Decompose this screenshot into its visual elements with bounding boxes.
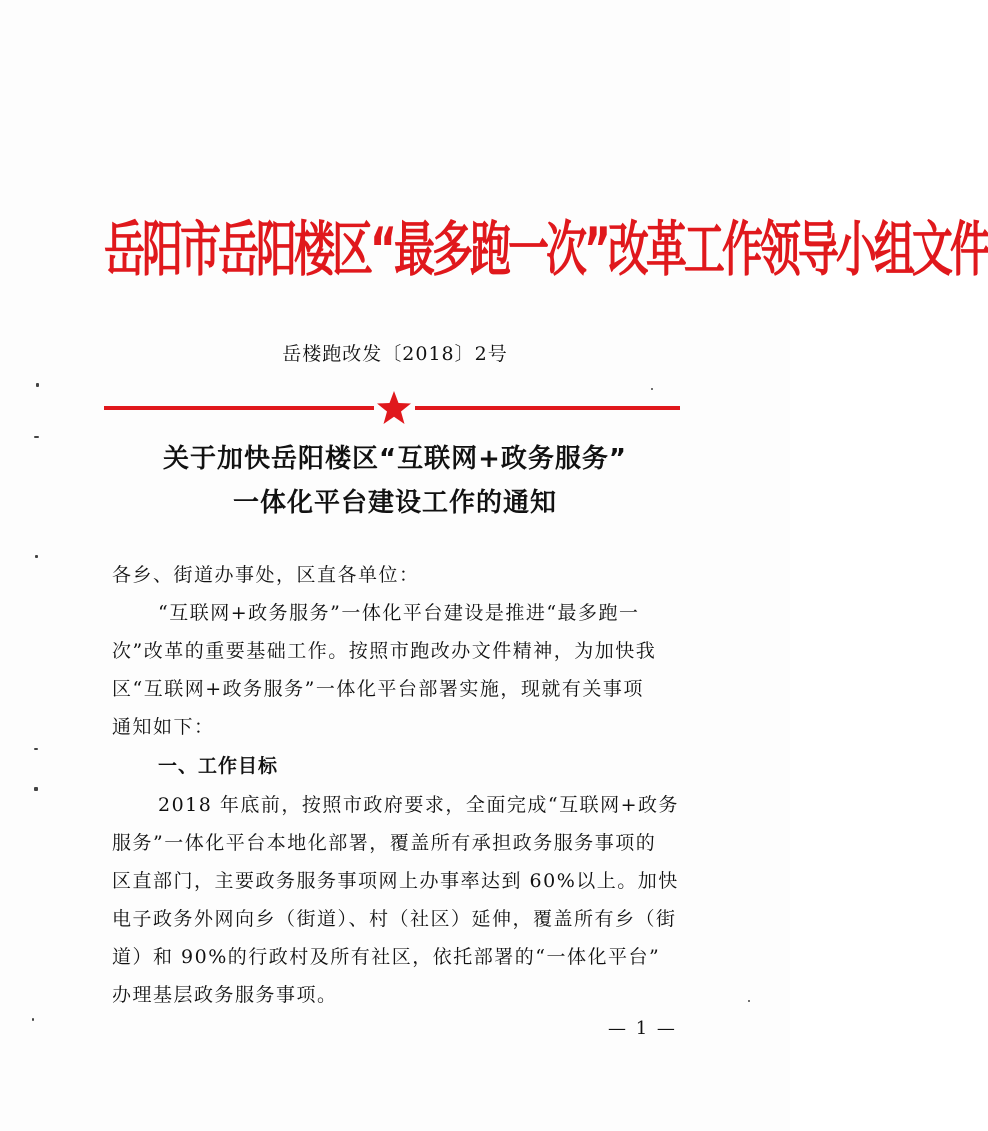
section-line: 电子政务外网向乡（街道）、村（社区）延伸，覆盖所有乡（街 — [112, 908, 677, 930]
notice-title-line-2: 一体化平台建设工作的通知 — [232, 488, 557, 518]
salutation: 各乡、街道办事处，区直各单位： — [112, 564, 420, 586]
section-heading-work-goals: 一、工作目标 — [158, 755, 279, 777]
issuer-title: 岳阳市岳阳楼区“最多跑一次”改革工作领导小组文件 — [104, 214, 988, 285]
red-divider-left — [104, 406, 374, 410]
intro-line: 通知如下： — [112, 716, 215, 738]
scan-speck — [748, 1000, 750, 1002]
red-star-icon — [375, 390, 413, 426]
section-line: 区直部门，主要政务服务事项网上办事率达到 60%以上。加快 — [112, 870, 679, 892]
intro-line: 区“互联网+政务服务”一体化平台部署实施，现就有关事项 — [112, 678, 644, 700]
intro-line: “互联网+政务服务”一体化平台建设是推进“最多跑一 — [158, 602, 640, 624]
scan-speck — [34, 436, 39, 438]
section-line: 服务”一体化平台本地化部署，覆盖所有承担政务服务事项的 — [112, 832, 657, 854]
page-number: — 1 — — [608, 1018, 677, 1039]
section-line: 2018 年底前，按照市政府要求，全面完成“互联网+政务 — [158, 794, 680, 816]
section-line: 道）和 90%的行政村及所有社区，依托部署的“一体化平台” — [112, 946, 661, 968]
section-line: 办理基层政务服务事项。 — [112, 984, 338, 1006]
scan-speck — [34, 748, 38, 750]
notice-title-line-1: 关于加快岳阳楼区“互联网+政务服务” — [163, 444, 627, 474]
scan-speck — [34, 787, 38, 791]
scan-speck — [651, 388, 653, 390]
red-divider-right — [415, 406, 680, 410]
scan-speck — [36, 383, 39, 387]
intro-line: 次”改革的重要基础工作。按照市跑改办文件精神，为加快我 — [112, 640, 657, 662]
scan-speck — [32, 1018, 34, 1021]
scan-speck — [35, 555, 38, 558]
document-number: 岳楼跑改发〔2018〕2号 — [282, 343, 508, 365]
